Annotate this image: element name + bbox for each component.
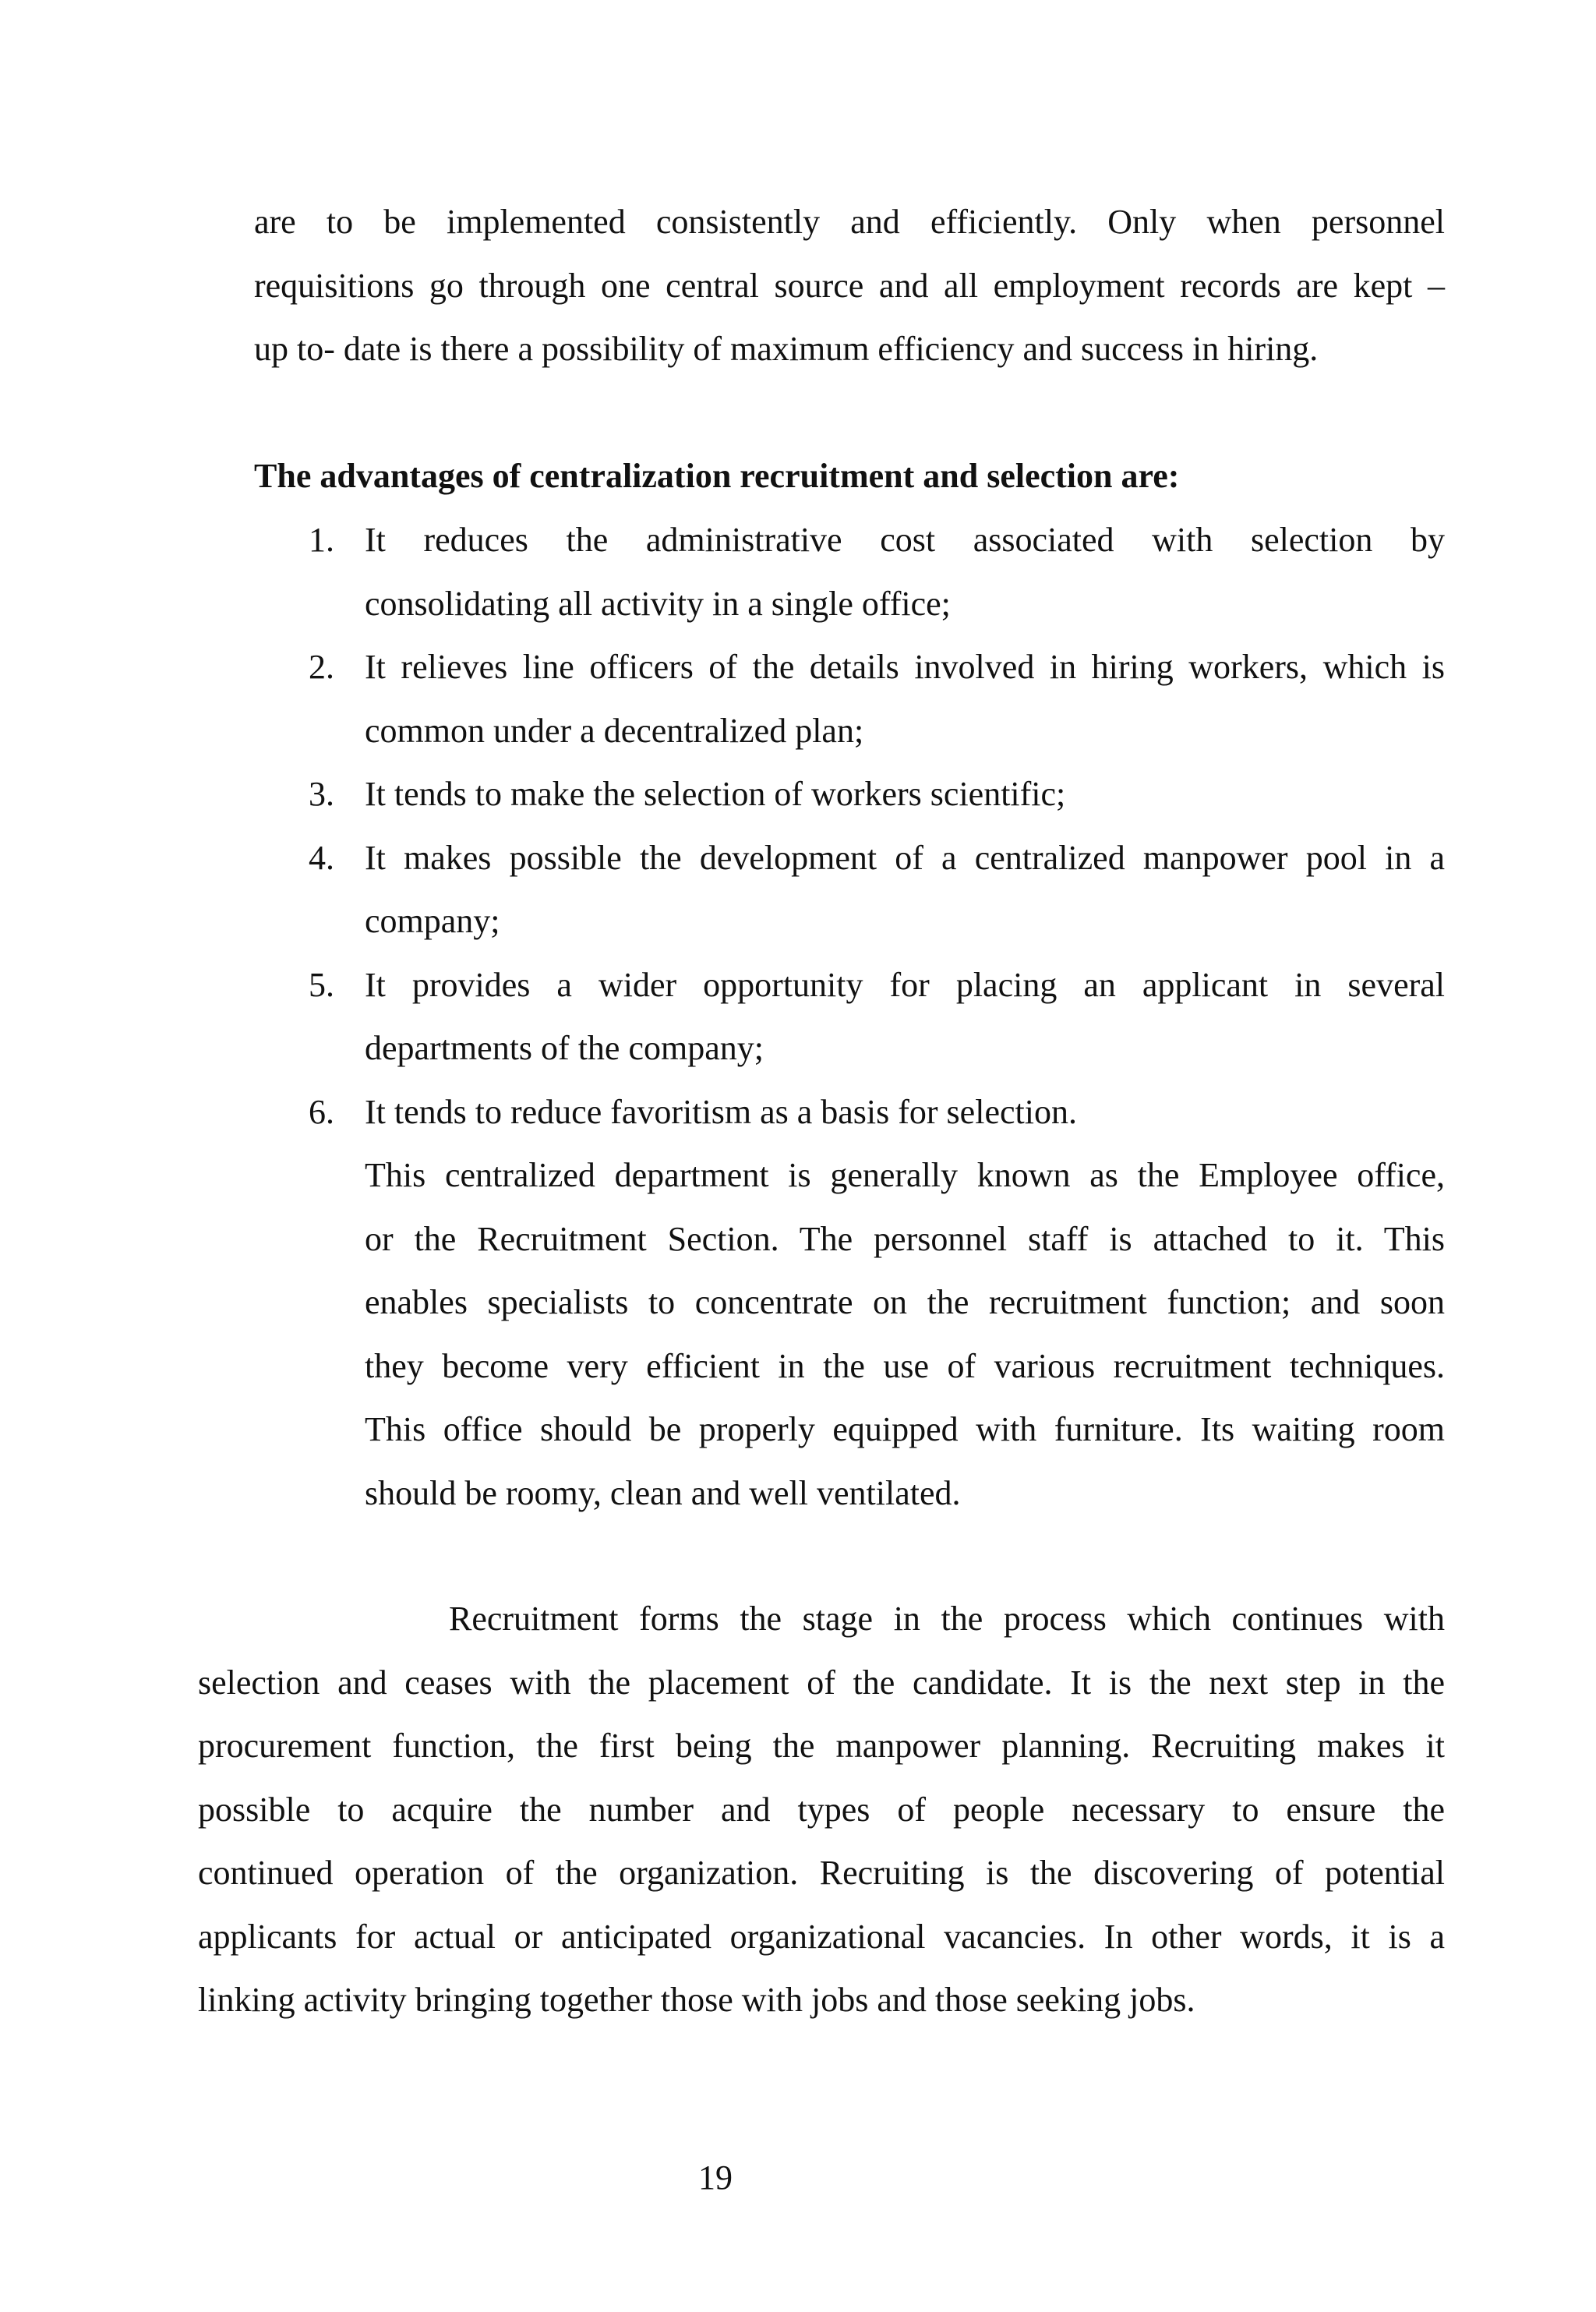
text-line: are to be implemented consistently and efficiently. Only when personnel <box>254 203 1445 241</box>
list-item-text: company; <box>365 902 500 940</box>
list-item-text: It reduces the administrative cost associated with selection by <box>365 521 1445 559</box>
list-item <box>309 1080 1445 1144</box>
text-line: up to- date is there a possibility of maximum efficiency and success in hiring. <box>254 330 1319 368</box>
central-department-paragraph <box>365 1144 1445 1525</box>
list-item-text: It tends to reduce favoritism as a basis for selection. <box>365 1092 1077 1131</box>
list-item-number: 6. <box>309 1092 334 1131</box>
advantages-heading: The advantages of centralization recruitment and selection are: <box>254 457 1180 495</box>
list-item-number: 5. <box>309 965 334 1004</box>
text-line: or the Recruitment Section. The personnel staff is attached to it. This <box>365 1219 1445 1258</box>
list-item-number: 3. <box>309 775 334 813</box>
recruitment-paragraph <box>198 1587 1445 2032</box>
text-line: should be roomy, clean and well ventilated. <box>365 1473 961 1512</box>
text-line: applicants for actual or anticipated organizational vacancies. In other words, it is a <box>198 1917 1445 1956</box>
text-line: enables specialists to concentrate on the recruitment function; and soon <box>365 1283 1445 1321</box>
page-number: 19 <box>698 2158 733 2197</box>
list-item <box>309 635 1445 762</box>
list-item <box>309 762 1445 826</box>
advantages-list <box>309 508 1445 1144</box>
text-line: procurement function, the first being the manpower planning. Recruiting makes it <box>198 1727 1445 1765</box>
list-item-number: 2. <box>309 648 334 686</box>
list-item-text: It makes possible the development of a centralized manpower pool in a <box>365 838 1445 877</box>
text-line: possible to acquire the number and types of people necessary to ensure the <box>198 1790 1445 1829</box>
list-item-text: common under a decentralized plan; <box>365 711 864 750</box>
text-line: selection and ceases with the placement of the candidate. It is the next step in the <box>198 1663 1445 1702</box>
text-line: continued operation of the organization. Recruiting is the discovering of potential <box>198 1854 1445 1892</box>
list-item-text: consolidating all activity in a single office; <box>365 584 951 623</box>
list-item <box>309 826 1445 953</box>
list-item <box>309 953 1445 1080</box>
text-line: This centralized department is generally known as the Employee office, <box>365 1156 1445 1194</box>
list-item-text: It relieves line officers of the details involved in hiring workers, which is <box>365 648 1445 686</box>
text-line: This office should be properly equipped with furniture. Its waiting room <box>365 1410 1445 1448</box>
list-item-number: 1. <box>309 521 334 559</box>
list-item-text: It provides a wider opportunity for placing an applicant in several <box>365 965 1445 1004</box>
text-line: Recruitment forms the stage in the process which continues with <box>449 1600 1445 1638</box>
intro-paragraph <box>254 190 1445 381</box>
list-item-number: 4. <box>309 838 334 877</box>
list-item-text: It tends to make the selection of workers scientific; <box>365 775 1066 813</box>
text-line: they become very efficient in the use of various recruitment techniques. <box>365 1346 1445 1385</box>
list-item <box>309 508 1445 635</box>
list-item-text: departments of the company; <box>365 1029 764 1067</box>
text-line: linking activity bringing together those with jobs and those seeking jobs. <box>198 1981 1195 2019</box>
text-line: requisitions go through one central source and all employment records are kept – <box>254 266 1445 305</box>
